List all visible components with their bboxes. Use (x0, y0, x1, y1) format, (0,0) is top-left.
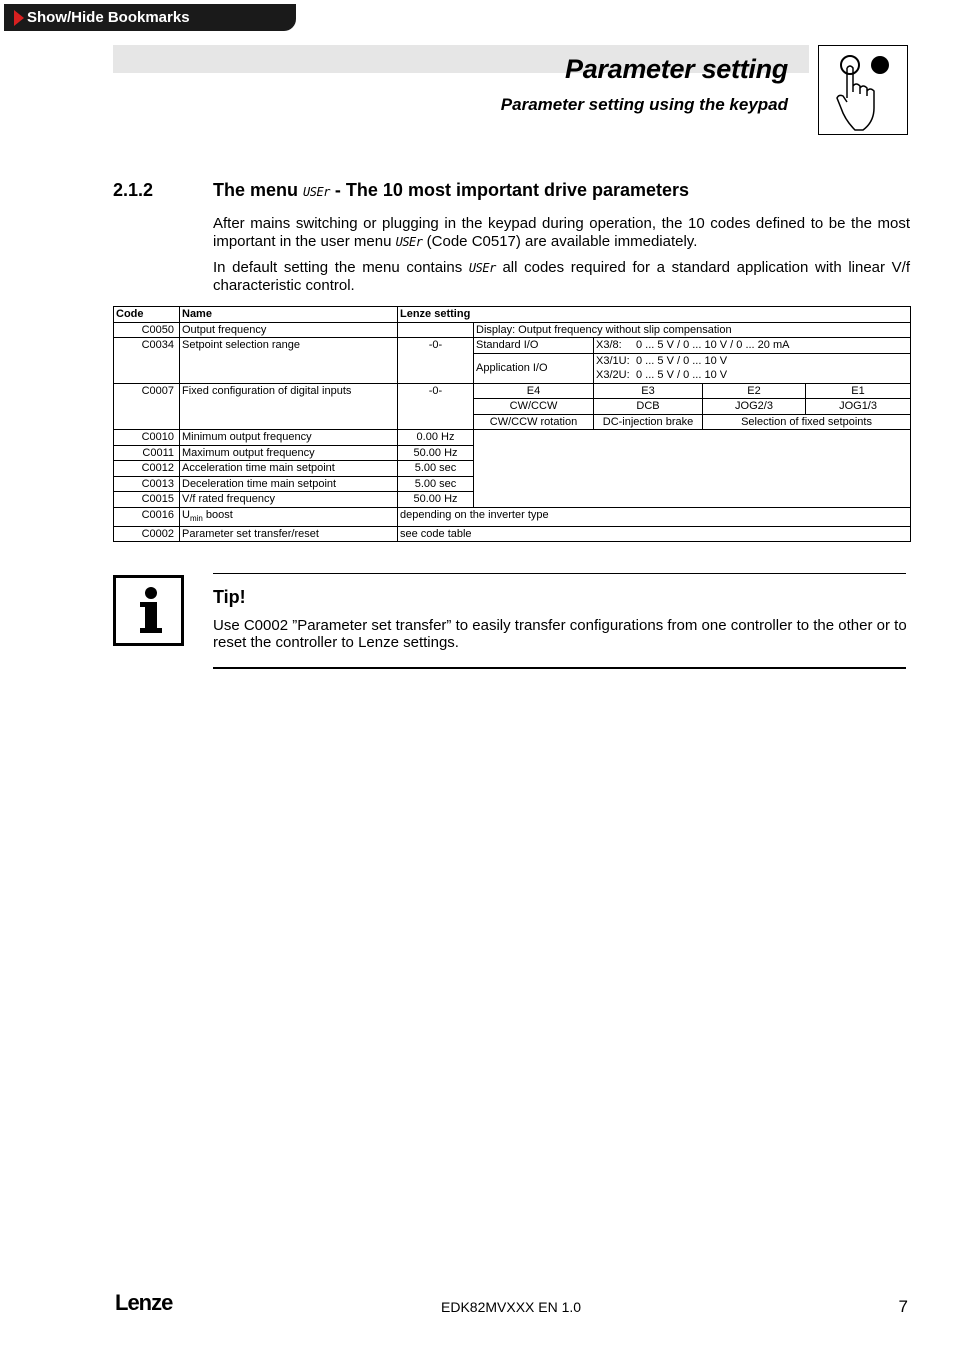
table-header-row (114, 307, 911, 323)
show-hide-bookmarks-button[interactable] (4, 4, 296, 31)
parameter-table (113, 306, 911, 542)
application-io-range-1: 0 ... 5 V / 0 ... 10 V (636, 354, 728, 367)
tip-divider-bottom (213, 667, 906, 669)
section-title-prefix: The menu (213, 180, 304, 200)
code-cell: C0034 (114, 338, 180, 384)
document-id: EDK82MVXXX EN 1.0 (441, 1299, 582, 1315)
triangle-right-icon (14, 10, 24, 26)
code-cell: C0010 (114, 430, 180, 446)
empty-note-cell (474, 430, 911, 508)
name-cell: Maximum output frequency (180, 445, 398, 461)
input-e3: E3 (594, 383, 703, 399)
table-row (114, 338, 911, 354)
lenze-logo: Lenze (115, 1290, 173, 1315)
name-subscript: min (189, 513, 203, 523)
application-io-terminal-2: X3/2U: (596, 368, 630, 381)
name-cell: V/f rated frequency (180, 492, 398, 508)
name-cell (180, 507, 398, 526)
show-hide-bookmarks-label: Show/Hide Bookmarks (27, 9, 190, 26)
table-row (114, 430, 911, 446)
code-cell: C0050 (114, 322, 180, 338)
name-cell: Output frequency (180, 322, 398, 338)
input-e4-desc: CW/CCW rotation (474, 414, 594, 430)
name-main: U (182, 508, 190, 521)
code-cell: C0007 (114, 383, 180, 430)
input-e2: E2 (703, 383, 806, 399)
intro-p1-text-b: (Code C0517) are available immediately. (422, 233, 698, 250)
intro-paragraph-2 (213, 259, 910, 295)
code-cell: C0002 (114, 526, 180, 542)
intro-p2-text-b: all codes required for a standard application with linear V/f characteristic control. (213, 259, 910, 294)
application-io-value (594, 353, 911, 383)
page-number: 7 (898, 1297, 908, 1316)
info-icon (113, 575, 184, 646)
tip-text: Use C0002 ”Parameter set transfer” to easily transfer configurations from one controller to the other or to reset the controller to Lenze settings. (213, 617, 907, 651)
lenze-cell: 50.00 Hz (398, 492, 474, 508)
name-cell: Setpoint selection range (180, 338, 398, 384)
section-title (213, 180, 689, 201)
input-e2-value: JOG2/3 (703, 399, 806, 415)
code-cell: C0013 (114, 476, 180, 492)
application-io-range-2: 0 ... 5 V / 0 ... 10 V (636, 368, 728, 381)
section-title-code: USEr (303, 185, 330, 199)
intro-p1-code: USEr (395, 235, 423, 249)
page-subtitle: Parameter setting using the keypad (500, 95, 788, 114)
lenze-cell: 5.00 sec (398, 461, 474, 477)
keypad-hand-icon (818, 45, 908, 135)
section-number: 2.1.2 (113, 180, 154, 200)
application-io-terminal-1: X3/1U: (596, 354, 630, 367)
standard-io-terminal: X3/8: (596, 339, 622, 351)
code-cell: C0016 (114, 507, 180, 526)
header-name: Name (180, 307, 398, 323)
code-cell: C0012 (114, 461, 180, 477)
header-lenze-setting: Lenze setting (398, 307, 911, 323)
input-e3-desc: DC-injection brake (594, 414, 703, 430)
header-code: Code (114, 307, 180, 323)
lenze-cell (398, 322, 474, 338)
table-row (114, 322, 911, 338)
intro-paragraph-1 (213, 215, 910, 251)
name-rest: boost (202, 508, 233, 521)
input-e2-e1-desc: Selection of fixed setpoints (703, 414, 911, 430)
standard-io-value (594, 338, 911, 354)
tip-divider-top (213, 573, 906, 574)
table-row (114, 507, 911, 526)
input-e1: E1 (806, 383, 911, 399)
lenze-cell: see code table (398, 526, 911, 542)
intro-p2-code: USEr (468, 261, 496, 275)
standard-io-range: 0 ... 5 V / 0 ... 10 V / 0 ... 20 mA (636, 339, 790, 351)
name-cell: Acceleration time main setpoint (180, 461, 398, 477)
standard-io-label: Standard I/O (474, 338, 594, 354)
lenze-cell: -0- (398, 383, 474, 430)
lenze-cell: depending on the inverter type (398, 507, 911, 526)
input-e1-value: JOG1/3 (806, 399, 911, 415)
note-cell: Display: Output frequency without slip compensation (474, 322, 911, 338)
lenze-cell: 0.00 Hz (398, 430, 474, 446)
section-title-suffix: - The 10 most important drive parameters (329, 180, 690, 200)
table-row (114, 526, 911, 542)
page-title: Parameter setting (565, 54, 788, 84)
intro-p1-text-a: After mains switching or plugging in the keypad during operation, the 10 codes defined to be the most important in the user menu (213, 215, 910, 250)
input-e3-value: DCB (594, 399, 703, 415)
table-row (114, 383, 911, 399)
code-cell: C0015 (114, 492, 180, 508)
lenze-cell: 50.00 Hz (398, 445, 474, 461)
input-e4-value: CW/CCW (474, 399, 594, 415)
lenze-cell: 5.00 sec (398, 476, 474, 492)
name-cell: Deceleration time main setpoint (180, 476, 398, 492)
name-cell: Parameter set transfer/reset (180, 526, 398, 542)
input-e4: E4 (474, 383, 594, 399)
name-cell: Fixed configuration of digital inputs (180, 383, 398, 430)
tip-title: Tip! (213, 587, 246, 607)
name-cell: Minimum output frequency (180, 430, 398, 446)
lenze-cell: -0- (398, 338, 474, 384)
intro-p2-text-a: In default setting the menu contains (213, 259, 469, 276)
application-io-label: Application I/O (474, 353, 594, 383)
code-cell: C0011 (114, 445, 180, 461)
